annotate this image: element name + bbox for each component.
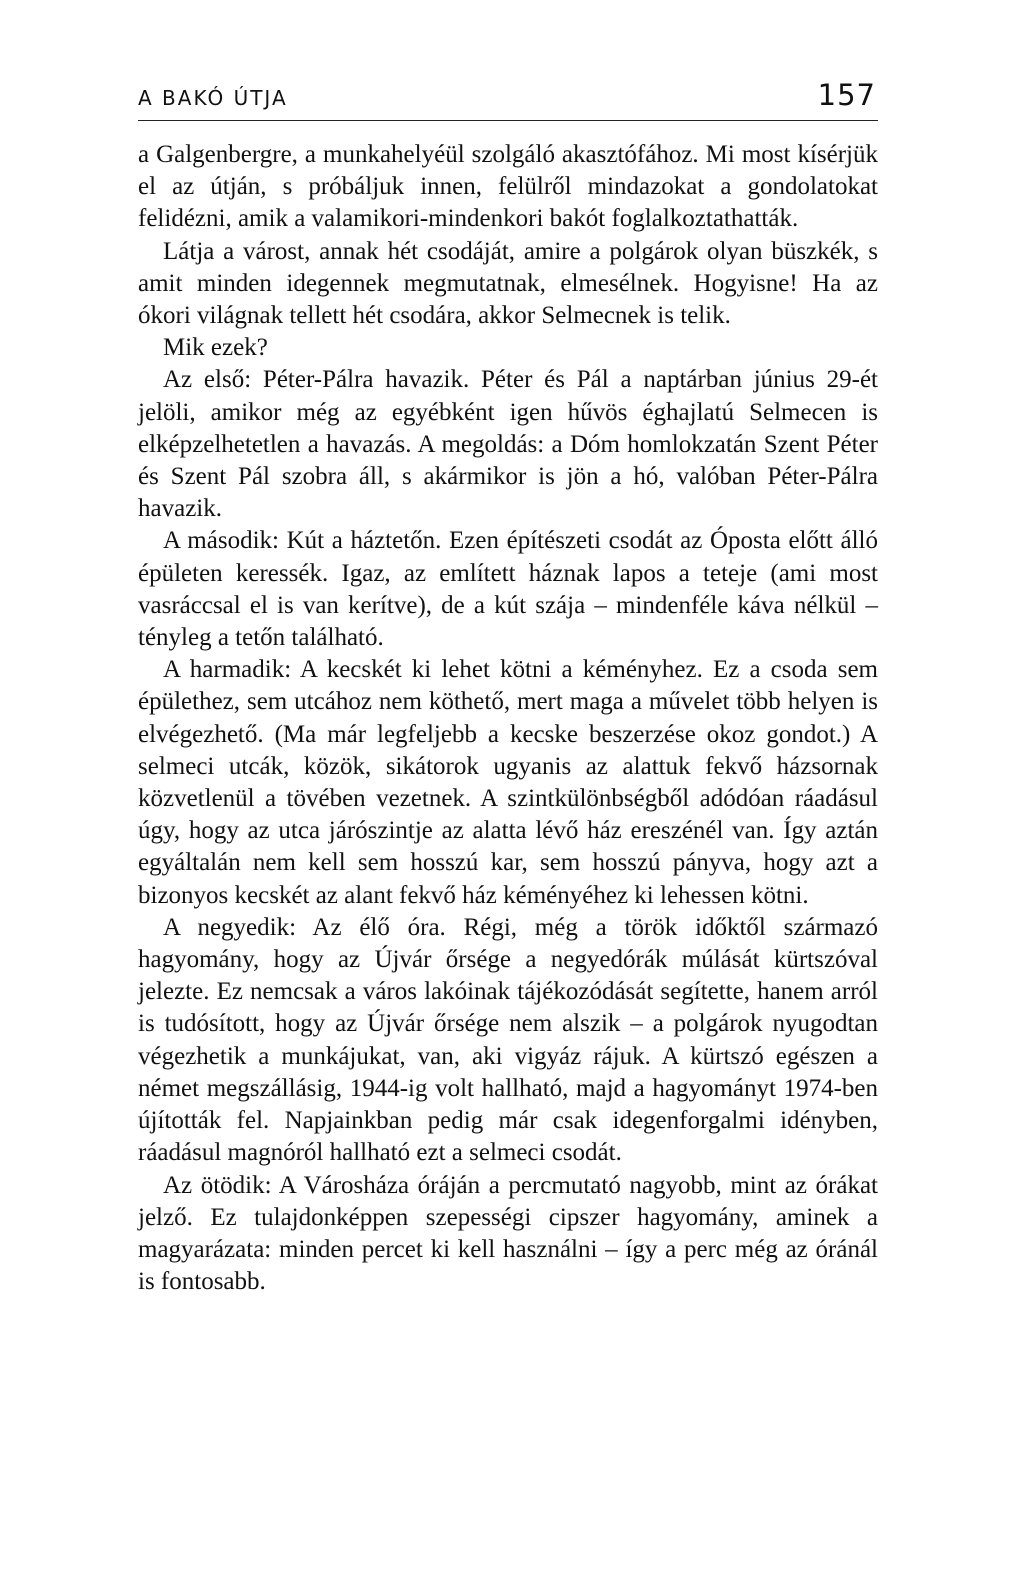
paragraph-fourth-wonder: A negyedik: Az élő óra. Régi, még a török időktől származó hagyomány, hogy az Újvár őrsége a negyedórák múlását kürtszóval jelezte. Ez nemcsak a város lakóinak tájékozódását segítette, hanem arról is tudósított, hogy az Újvár őrsége nem alszik – a polgárok nyugodtan végezhetik a munkájukat, van, aki vigyáz rájuk. A kürtszó egészen a német megszállásig, 1944-ig volt hallható, majd a hagyományt 1974-ben újították fel. Napjainkban pedig már csak idegenforgalmi idényben, ráadásul magnóról hallható ezt a selmeci csodát.: [138, 913, 878, 1167]
paragraph-seven-wonders: Látja a várost, annak hét csodáját, amire a polgárok olyan büszkék, s amit minden idegennek megmutatnak, elmesélnek. Hogyisne! Ha az ókori világnak tellett hét csodára, akkor Selmecnek is telik.: [138, 237, 878, 330]
paragraph-intro: a Galgenbergre, a munkahelyéül szolgáló akasztófához. Mi most kísérjük el az útján, s próbáljuk innen, felülről mindazokat a gondolatokat felidézni, amik a valamikori-mindenkori bakót foglalkoztathatták.: [138, 141, 878, 233]
body-text: [138, 139, 878, 1298]
book-page: [138, 78, 878, 1298]
running-title: A BAKÓ ÚTJA: [138, 86, 288, 110]
paragraph-third-wonder: A harmadik: A kecskét ki lehet kötni a kéményhez. Ez a csoda sem épülethez, sem utcához nem köthető, mert maga a művelet több helyen is elvégezhető. (Ma már legfeljebb a kecske beszerzése okoz gondot.) A selmeci utcák, közök, sikátorok ugyanis az alattuk fekvő házsornak közvetlenül a tövében vezetnek. A szintkülönbségből adódóan ráadásul úgy, hogy az utca járószintje az alatta lévő ház ereszénél van. Így aztán egyáltalán nem kell sem hosszú kar, sem hosszú pányva, hogy azt a bizonyos kecskét az alant fekvő ház kéményéhez ki lehessen kötni.: [138, 656, 878, 909]
paragraph-question: Mik ezek?: [163, 334, 268, 362]
running-header: [138, 78, 878, 121]
page-number: 157: [817, 78, 876, 112]
paragraph-second-wonder: A második: Kút a háztetőn. Ezen építészeti csodát az Óposta előtt álló épületen keressék. Igaz, az említett háznak lapos a teteje (ami most vasráccsal el is van kerítve), de a kút szája – mindenféle káva nélkül – tényleg a tetőn található.: [138, 527, 878, 652]
paragraph-first-wonder: Az első: Péter-Pálra havazik. Péter és Pál a naptárban június 29-ét jelöli, amikor még az egyébként igen hűvös éghajlatú Selmecen is elképzelhetetlen a havazás. A megoldás: a Dóm homlokzatán Szent Péter és Szent Pál szobra áll, s akármikor is jön a hó, valóban Péter-Pálra havazik.: [138, 366, 878, 523]
paragraph-fifth-wonder: Az ötödik: A Városháza óráján a percmutató nagyobb, mint az órákat jelző. Ez tulajdonképpen szepességi cipszer hagyomány, aminek a magyarázata: minden percet ki kell használni – így a perc még az óránál is fontosabb.: [138, 1171, 878, 1296]
